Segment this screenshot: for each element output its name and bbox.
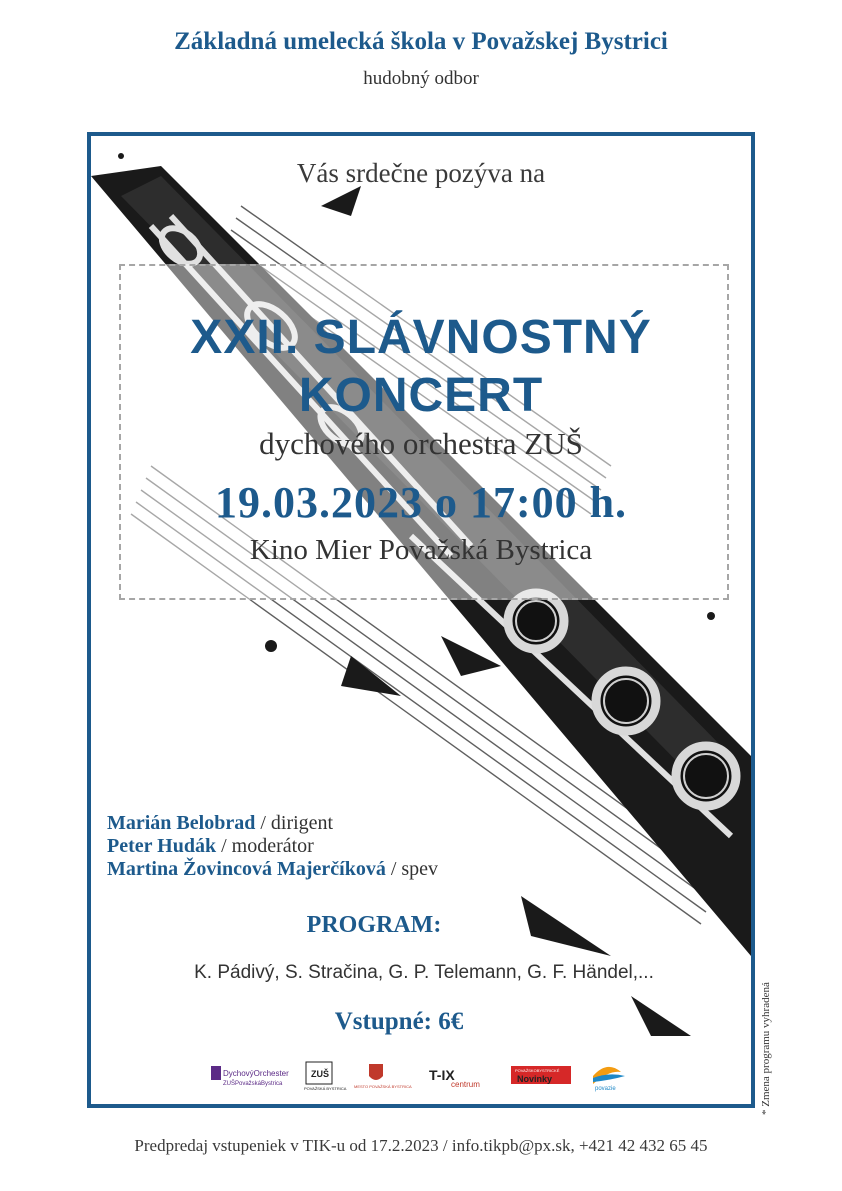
poster-frame xyxy=(87,132,755,1108)
concert-venue: Kino Mier Považská Bystrica xyxy=(249,534,593,566)
performer-item xyxy=(107,812,438,835)
partner-logos xyxy=(211,1060,641,1092)
tix-centrum-logo xyxy=(429,1067,480,1089)
performer-item xyxy=(107,858,438,881)
svg-text:ZUŠPovažskáBystrica: ZUŠPovažskáBystrica xyxy=(223,1081,283,1087)
department-name: hudobný odbor xyxy=(363,68,479,89)
dychovy-orchester-logo xyxy=(211,1066,289,1087)
performer-item xyxy=(107,835,438,858)
performer-role: / moderátor xyxy=(216,835,314,857)
concert-date-time: 19.03.2023 o 17:00 h. xyxy=(214,478,628,527)
svg-text:ZUŠ: ZUŠ xyxy=(311,1069,329,1079)
concert-title-line2: KONCERT xyxy=(298,369,544,422)
program-composers: K. Pádivý, S. Stračina, G. P. Telemann, G. F. Händel,... xyxy=(194,962,654,983)
mesto-logo xyxy=(354,1064,412,1089)
svg-text:Novinky: Novinky xyxy=(517,1074,553,1084)
novinky-logo xyxy=(511,1066,571,1084)
program-heading: PROGRAM: xyxy=(306,912,442,938)
povazie-logo xyxy=(593,1067,625,1092)
performer-role: / spev xyxy=(385,858,439,880)
svg-text:povazie: povazie xyxy=(595,1086,616,1092)
performers-list xyxy=(107,812,438,881)
invitation-text: Vás srdečne pozýva na xyxy=(296,158,546,188)
performer-name: Marián Belobrad xyxy=(107,812,256,834)
svg-text:MESTO POVAŽSKÁ BYSTRICA: MESTO POVAŽSKÁ BYSTRICA xyxy=(354,1084,412,1089)
svg-text:POVAŽSKÁ BYSTRICA: POVAŽSKÁ BYSTRICA xyxy=(304,1086,347,1091)
performer-name: Martina Žovincová Majerčíková xyxy=(107,858,386,880)
program-change-note: * Zmena programu vyhradená xyxy=(760,982,772,1115)
performer-role: / dirigent xyxy=(255,812,334,834)
concert-title-line1: XXII. SLÁVNOSTNÝ xyxy=(190,311,652,364)
concert-subtitle: dychového orchestra ZUŠ xyxy=(259,426,583,461)
school-name: Základná umelecká škola v Považskej Bystrici xyxy=(174,28,668,55)
presale-info: Predpredaj vstupeniek v TIK-u od 17.2.2023 / info.tikpb@px.sk, +421 42 432 65 45 xyxy=(134,1136,708,1155)
svg-text:centrum: centrum xyxy=(451,1080,480,1089)
svg-text:POVAŽSKOBYSTRICKÉ: POVAŽSKOBYSTRICKÉ xyxy=(515,1068,560,1073)
svg-text:T-IX: T-IX xyxy=(429,1067,455,1083)
performer-name: Peter Hudák xyxy=(107,835,217,857)
zus-logo xyxy=(304,1062,347,1091)
admission-price: Vstupné: 6€ xyxy=(334,1008,464,1035)
svg-text:DychovýOrchester: DychovýOrchester xyxy=(223,1069,289,1078)
